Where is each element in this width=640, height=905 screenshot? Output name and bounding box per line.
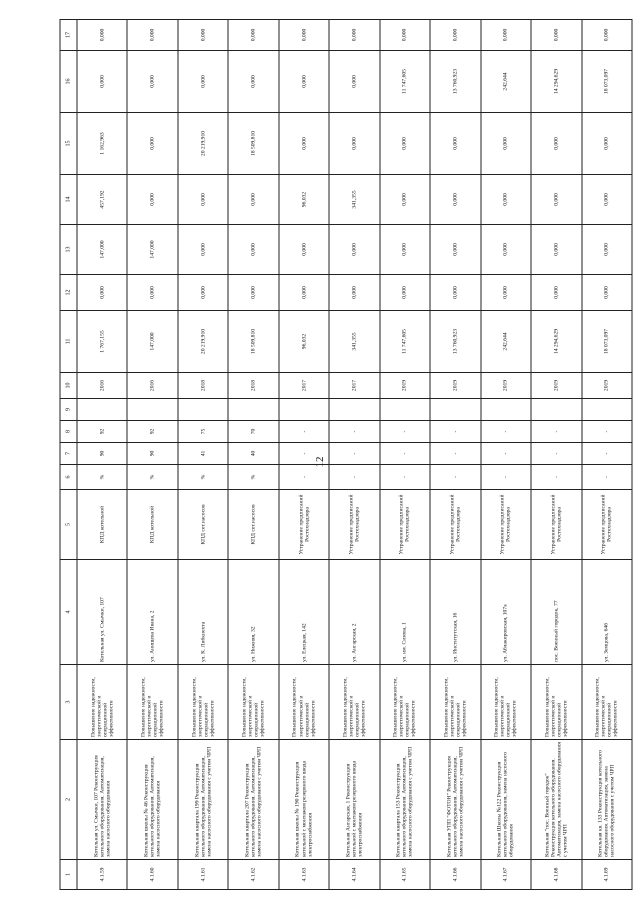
table-cell: КПД котельной xyxy=(127,490,177,560)
table-cell: 20 219,910 xyxy=(178,113,228,175)
table-cell: ул. К. Либкнехта xyxy=(178,560,228,665)
column-header: 12 xyxy=(60,275,77,311)
column-header: 4 xyxy=(60,560,77,665)
table-cell: 13 760,923 xyxy=(430,311,480,373)
table-cell: 0,000 xyxy=(228,275,278,311)
table-cell: 0,000 xyxy=(127,275,177,311)
table-cell: 2019 xyxy=(582,373,632,399)
table-cell: 242,644 xyxy=(481,51,531,113)
table-cell: Котельная квартала 199 Реконструкция котельного оборудования. Автоматизация, замена насосного оборудования с учетом ЧРП xyxy=(178,740,228,860)
table-cell: 0,000 xyxy=(329,225,379,275)
table-cell: 13 760,923 xyxy=(430,51,480,113)
table-cell: 0,000 xyxy=(127,175,177,225)
column-header: 5 xyxy=(60,490,77,560)
table-cell: пос. Военный городок, 77 xyxy=(531,560,581,665)
table-cell: 1 767,155 xyxy=(77,311,127,373)
table-cell: 0,000 xyxy=(380,175,430,225)
table-row xyxy=(228,20,278,890)
table-cell: 0,000 xyxy=(228,175,278,225)
table-cell: 0,000 xyxy=(380,20,430,51)
table-cell: Повышение надежности, энергетической и операционной эффективности xyxy=(228,665,278,740)
table-cell: КПД сет.насосов xyxy=(178,490,228,560)
table-cell: % xyxy=(77,465,127,490)
table-cell: 4.1.64 xyxy=(329,860,379,890)
table-cell: - xyxy=(329,421,379,443)
table-cell: ул. им. Сизова, 1 xyxy=(380,560,430,665)
table-cell: 2017 xyxy=(329,373,379,399)
table-cell: Повышение надежности, энергетической и операционной эффективности xyxy=(178,665,228,740)
table-cell: - xyxy=(531,421,581,443)
table-cell: 0,000 xyxy=(430,275,480,311)
table-cell xyxy=(582,399,632,421)
table-cell: 18 509,810 xyxy=(228,311,278,373)
table-row xyxy=(127,20,177,890)
column-header: 14 xyxy=(60,175,77,225)
table-cell: Устранение предписаний Ростехнадзора xyxy=(430,490,480,560)
table-cell: 2019 xyxy=(531,373,581,399)
table-row xyxy=(531,20,581,890)
table-cell: 0,000 xyxy=(531,20,581,51)
table-cell: 0,000 xyxy=(178,51,228,113)
table-cell: - xyxy=(582,443,632,465)
table-cell: 0,000 xyxy=(380,113,430,175)
table-cell: Котельная Ангарская, 1 Реконструкция котельной с монтажом резервного ввода электроснабжения xyxy=(329,740,379,860)
table-cell: - xyxy=(430,421,480,443)
table-cell: Котельная квартала 153 Реконструкция котельного оборудования. Автоматизация, замена насосного оборудования с учетом ЧРП xyxy=(380,740,430,860)
page-number: 12 xyxy=(314,456,326,468)
table-cell: Повышение надежности, энергетической и операционной эффективности xyxy=(77,665,127,740)
table-cell: - xyxy=(329,443,379,465)
table-cell: Повышение надежности, энергетической и операционной эффективности xyxy=(380,665,430,740)
table-cell: - xyxy=(582,421,632,443)
table-cell: 341,355 xyxy=(329,175,379,225)
header-row xyxy=(60,20,77,890)
table-cell: 0,000 xyxy=(531,225,581,275)
table-cell: ул. Земцова, 64б xyxy=(582,560,632,665)
table-cell: 11 747,605 xyxy=(380,311,430,373)
table-cell: 2016 xyxy=(77,373,127,399)
table-cell: Котельная школы № 46 Реконструкция котельного оборудования. Автоматизация, замена насосного оборудования xyxy=(127,740,177,860)
table-cell xyxy=(228,399,278,421)
table-cell: 14 294,629 xyxy=(531,51,581,113)
table-cell: 4.1.69 xyxy=(582,860,632,890)
table-cell: - xyxy=(329,465,379,490)
table-cell xyxy=(279,399,329,421)
table-cell: 2018 xyxy=(228,373,278,399)
table-cell: 0,000 xyxy=(329,20,379,51)
table-cell: ул. Аблакировская, 107а xyxy=(481,560,531,665)
table-cell: 0,000 xyxy=(77,275,127,311)
table-cell: - xyxy=(380,421,430,443)
table-cell: - xyxy=(279,443,329,465)
table-cell: 2019 xyxy=(430,373,480,399)
column-header: 3 xyxy=(60,665,77,740)
table-cell: 4.1.59 xyxy=(77,860,127,890)
table-cell: ул. Нижняя, 32 xyxy=(228,560,278,665)
table-cell: 0,000 xyxy=(582,175,632,225)
table-cell: ул. Ангарская, 2 xyxy=(329,560,379,665)
table-cell: Повышение надежности, энергетической и операционной эффективности xyxy=(430,665,480,740)
table-cell: 0,000 xyxy=(430,113,480,175)
table-cell: 4.1.62 xyxy=(228,860,278,890)
table-cell: Котельная школы № 190 Реконструкция котельной с монтажом резервного ввода электроснабжения xyxy=(279,740,329,860)
table-cell: ул. Институтская, 16 xyxy=(430,560,480,665)
table-cell: ул. Елецкая, 142 xyxy=(279,560,329,665)
table-cell: 0,000 xyxy=(178,20,228,51)
table-cell: - xyxy=(481,421,531,443)
table-cell: 4.1.66 xyxy=(430,860,480,890)
table-cell: 0,000 xyxy=(279,20,329,51)
table-cell: 0,000 xyxy=(430,225,480,275)
table-cell: 242,644 xyxy=(481,311,531,373)
table-cell: 2019 xyxy=(380,373,430,399)
table-cell: 0,000 xyxy=(228,51,278,113)
table-cell: 41 xyxy=(178,443,228,465)
table-cell: Устранение предписаний Ростехнадзора xyxy=(531,490,581,560)
table-cell: - xyxy=(380,443,430,465)
table-cell: Повышение надежности, энергетической и операционной эффективности xyxy=(481,665,531,740)
table-cell: % xyxy=(178,465,228,490)
table-cell: 0,000 xyxy=(178,275,228,311)
table-cell: Котельная "пос. Военный городок" Реконструкция котельного оборудования. Автоматизация, замена насосного оборудования с учетом ЧРП xyxy=(531,740,581,860)
table-cell: 0,000 xyxy=(77,51,127,113)
table-cell: - xyxy=(531,443,581,465)
table-cell: 11 747,605 xyxy=(380,51,430,113)
table-cell: 0,000 xyxy=(228,20,278,51)
table-row xyxy=(582,20,632,890)
table-cell: Повышение надежности, энергетической и операционной эффективности xyxy=(582,665,632,740)
column-header: 6 xyxy=(60,465,77,490)
table-row xyxy=(178,20,228,890)
table-cell: 0,000 xyxy=(279,275,329,311)
table-cell: Котельная Школы №122 Реконструкция котельного оборудования, замена насосного оборудования xyxy=(481,740,531,860)
table-cell: Повышение надежности, энергетической и операционной эффективности xyxy=(329,665,379,740)
table-cell: % xyxy=(127,465,177,490)
column-header: 17 xyxy=(60,20,77,51)
table-cell: 147,000 xyxy=(127,225,177,275)
table-cell: Устранение предписаний Ростехнадзора xyxy=(279,490,329,560)
table-cell: 457,192 xyxy=(77,175,127,225)
table-cell xyxy=(178,399,228,421)
table-cell: Котельная квартала 207 Реконструкция котельного оборудования. Автоматизация, замена насосного оборудования с учетом ЧРП xyxy=(228,740,278,860)
table-cell xyxy=(531,399,581,421)
column-header: 9 xyxy=(60,399,77,421)
table-cell: 0,000 xyxy=(531,113,581,175)
column-header: 16 xyxy=(60,51,77,113)
table-cell: 18 073,097 xyxy=(582,51,632,113)
table-cell: Устранение предписаний Ростехнадзора xyxy=(380,490,430,560)
column-header: 2 xyxy=(60,740,77,860)
table-cell: 0,000 xyxy=(329,275,379,311)
table-row xyxy=(430,20,480,890)
table-cell: 70 xyxy=(228,421,278,443)
table-row xyxy=(279,20,329,890)
table-cell: 18 073,097 xyxy=(582,311,632,373)
table-cell xyxy=(329,399,379,421)
table-cell: 20 219,910 xyxy=(178,311,228,373)
column-header: 10 xyxy=(60,373,77,399)
table-cell: ул. Анищева Ивана, 2 xyxy=(127,560,177,665)
table-cell xyxy=(430,399,480,421)
table-cell: 4.1.60 xyxy=(127,860,177,890)
table-cell: Котельная УПП "ФОТОН" Реконструкция котельного оборудования. Автоматизация, замена насосного оборудования с учетом ЧРП xyxy=(430,740,480,860)
table-cell: 0,000 xyxy=(77,20,127,51)
table-cell: 0,000 xyxy=(430,20,480,51)
table-cell: 90 xyxy=(127,443,177,465)
table-cell: 0,000 xyxy=(228,225,278,275)
table-cell: - xyxy=(531,465,581,490)
table-cell: 4.1.61 xyxy=(178,860,228,890)
table-cell: 4.1.67 xyxy=(481,860,531,890)
table-cell xyxy=(127,399,177,421)
column-header: 8 xyxy=(60,421,77,443)
table-cell: 0,000 xyxy=(481,275,531,311)
table-cell: - xyxy=(481,465,531,490)
table-cell: - xyxy=(279,465,329,490)
table-cell: 2017 xyxy=(279,373,329,399)
table-cell: 0,000 xyxy=(127,113,177,175)
table-cell: 0,000 xyxy=(481,175,531,225)
table-cell: 2019 xyxy=(481,373,531,399)
table-cell: 0,000 xyxy=(582,275,632,311)
table-cell: 4.1.63 xyxy=(279,860,329,890)
table-cell: 92 xyxy=(127,421,177,443)
table-cell: 0,000 xyxy=(582,225,632,275)
table-cell: 0,000 xyxy=(127,20,177,51)
column-header: 1 xyxy=(60,860,77,890)
table-cell: 0,000 xyxy=(481,225,531,275)
table-cell: 96,032 xyxy=(279,311,329,373)
table-cell: Котельная кв. 133 Реконструкция котельного оборудования. Автоматизация, замена насосного оборудования с учетом ЧРП xyxy=(582,740,632,860)
table-cell: Повышение надежности, энергетической и операционной эффективности xyxy=(279,665,329,740)
table-cell: 0,000 xyxy=(178,225,228,275)
table-cell: - xyxy=(430,465,480,490)
table-cell: 0,000 xyxy=(380,225,430,275)
table-cell: КПД котельной xyxy=(77,490,127,560)
table-cell: Повышение надежности, энергетической и операционной эффективности xyxy=(127,665,177,740)
table-cell: Устранение предписаний Ростехнадзора xyxy=(329,490,379,560)
table-cell: 18 509,810 xyxy=(228,113,278,175)
table-cell: 0,000 xyxy=(430,175,480,225)
table-cell: 0,000 xyxy=(279,225,329,275)
data-table xyxy=(60,19,633,890)
table-cell: 147,000 xyxy=(127,311,177,373)
table-cell: 1 162,963 xyxy=(77,113,127,175)
table-cell: - xyxy=(279,421,329,443)
table-cell: 0,000 xyxy=(531,175,581,225)
table-cell: Устранение предписаний Ростехнадзора xyxy=(481,490,531,560)
table-cell: 0,000 xyxy=(481,20,531,51)
table-cell: - xyxy=(430,443,480,465)
table-cell: 0,000 xyxy=(481,113,531,175)
table-cell: 40 xyxy=(228,443,278,465)
table-cell: 0,000 xyxy=(582,113,632,175)
table-cell: 0,000 xyxy=(178,175,228,225)
table-cell: 96,032 xyxy=(279,175,329,225)
table-cell: 0,000 xyxy=(127,51,177,113)
column-header: 15 xyxy=(60,113,77,175)
table-row xyxy=(329,20,379,890)
table-cell: Устранение предписаний Ростехнадзора xyxy=(582,490,632,560)
table-cell: 2018 xyxy=(178,373,228,399)
table-cell: 4.1.65 xyxy=(380,860,430,890)
table-cell: 4.1.68 xyxy=(531,860,581,890)
table-cell: 14 294,629 xyxy=(531,311,581,373)
table-row xyxy=(380,20,430,890)
table-cell xyxy=(380,399,430,421)
table-cell: 0,000 xyxy=(329,51,379,113)
table-cell xyxy=(481,399,531,421)
table-cell: 341,355 xyxy=(329,311,379,373)
column-header: 13 xyxy=(60,225,77,275)
table-cell: 92 xyxy=(77,421,127,443)
table-cell: Котельная ул. Смычки, 107 Реконструкция котельного оборудования. Автоматизация, замена насосного оборудования xyxy=(77,740,127,860)
column-header: 11 xyxy=(60,311,77,373)
table-cell: 75 xyxy=(178,421,228,443)
table-cell: 147,000 xyxy=(77,225,127,275)
table-row xyxy=(77,20,127,890)
table-cell: Котельная ул. Смычки, 107 xyxy=(77,560,127,665)
table-cell: - xyxy=(380,465,430,490)
table-row xyxy=(481,20,531,890)
table-cell: 0,000 xyxy=(531,275,581,311)
table-cell: - xyxy=(481,443,531,465)
table-cell: 90 xyxy=(77,443,127,465)
table-cell: 0,000 xyxy=(380,275,430,311)
table-cell: Повышение надежности, энергетической и операционной эффективности xyxy=(531,665,581,740)
table-cell: 0,000 xyxy=(279,51,329,113)
table-cell: КПД сет.насосов xyxy=(228,490,278,560)
investment-table xyxy=(60,20,633,890)
table-cell: - xyxy=(582,465,632,490)
table-cell: 0,000 xyxy=(582,20,632,51)
table-body xyxy=(77,20,632,890)
table-cell: % xyxy=(228,465,278,490)
table-cell xyxy=(77,399,127,421)
table-cell: 0,000 xyxy=(329,113,379,175)
table-cell: 0,000 xyxy=(279,113,329,175)
table-cell: 2016 xyxy=(127,373,177,399)
column-header: 7 xyxy=(60,443,77,465)
